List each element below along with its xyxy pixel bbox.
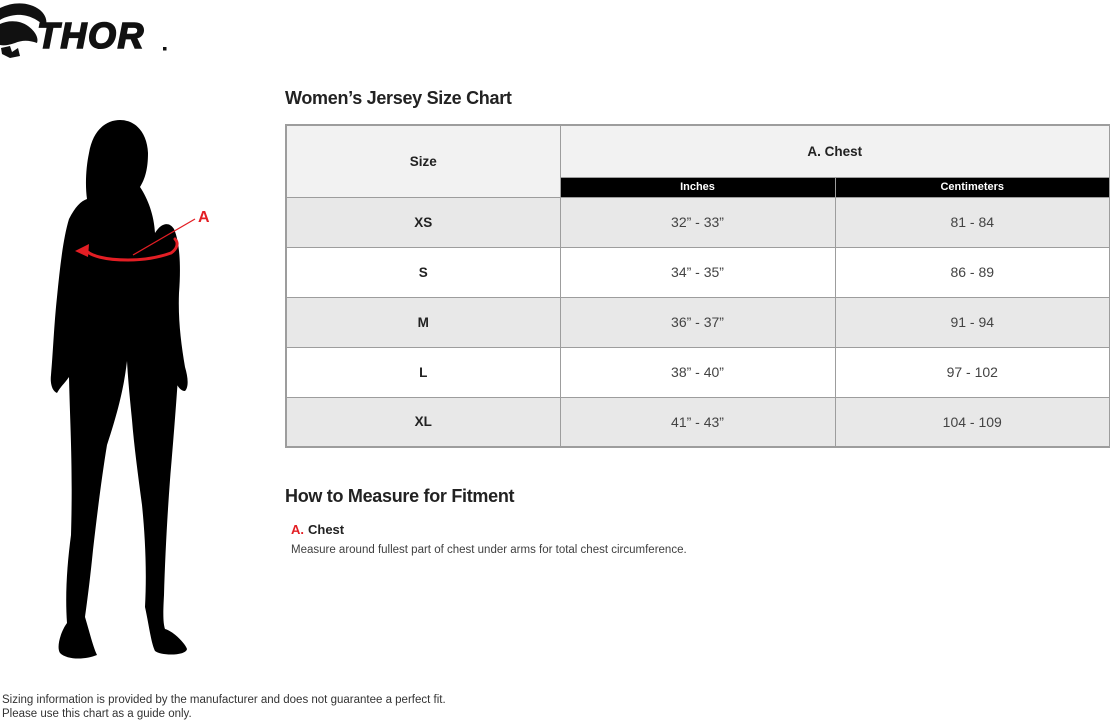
size-label: M (286, 297, 560, 347)
woman-silhouette (51, 120, 188, 659)
size-label: S (286, 247, 560, 297)
how-to-measure-heading: How to Measure for Fitment (285, 486, 515, 506)
centimeters-value: 97 - 102 (835, 347, 1110, 397)
table-row-m (286, 297, 1110, 347)
table-row-l (286, 347, 1110, 397)
column-header-centimeters: Centimeters (835, 177, 1110, 197)
brand-wordmark: THOR (37, 15, 145, 56)
size-chart-table (285, 124, 1110, 448)
inches-value: 36” - 37” (560, 297, 835, 347)
measure-item-chest (291, 521, 931, 557)
measure-item-key: A. (291, 522, 304, 537)
column-header-chest: A. Chest (560, 125, 1110, 177)
column-header-inches: Inches (560, 177, 835, 197)
page-title: Women’s Jersey Size Chart (285, 88, 512, 108)
measure-item-label: Chest (308, 522, 345, 537)
inches-value: 41” - 43” (560, 397, 835, 447)
measure-item-description: Measure around fullest part of chest under arms for total chest circumference. (291, 544, 687, 556)
centimeters-value: 86 - 89 (835, 247, 1110, 297)
disclaimer-line-2: Please use this chart as a guide only. (2, 708, 192, 720)
table-row-s (286, 247, 1110, 297)
thor-logo-graphic (0, 2, 180, 60)
measurement-figure (25, 115, 275, 667)
size-label: XL (286, 397, 560, 447)
inches-value: 32” - 33” (560, 197, 835, 247)
table-row-xs (286, 197, 1110, 247)
table-row-xl (286, 397, 1110, 447)
size-label: L (286, 347, 560, 397)
centimeters-value: 81 - 84 (835, 197, 1110, 247)
brand-logo[interactable] (0, 2, 180, 60)
disclaimer-line-1: Sizing information is provided by the manufacturer and does not guarantee a perfect fit. (2, 694, 446, 706)
inches-value: 34” - 35” (560, 247, 835, 297)
woman-silhouette-graphic (25, 115, 275, 667)
column-header-size: Size (286, 125, 560, 197)
disclaimer (2, 693, 446, 721)
annotation-label: A (198, 209, 210, 226)
size-label: XS (286, 197, 560, 247)
centimeters-value: 91 - 94 (835, 297, 1110, 347)
centimeters-value: 104 - 109 (835, 397, 1110, 447)
trademark-dot (163, 47, 167, 51)
inches-value: 38” - 40” (560, 347, 835, 397)
measure-item-title (291, 521, 931, 539)
